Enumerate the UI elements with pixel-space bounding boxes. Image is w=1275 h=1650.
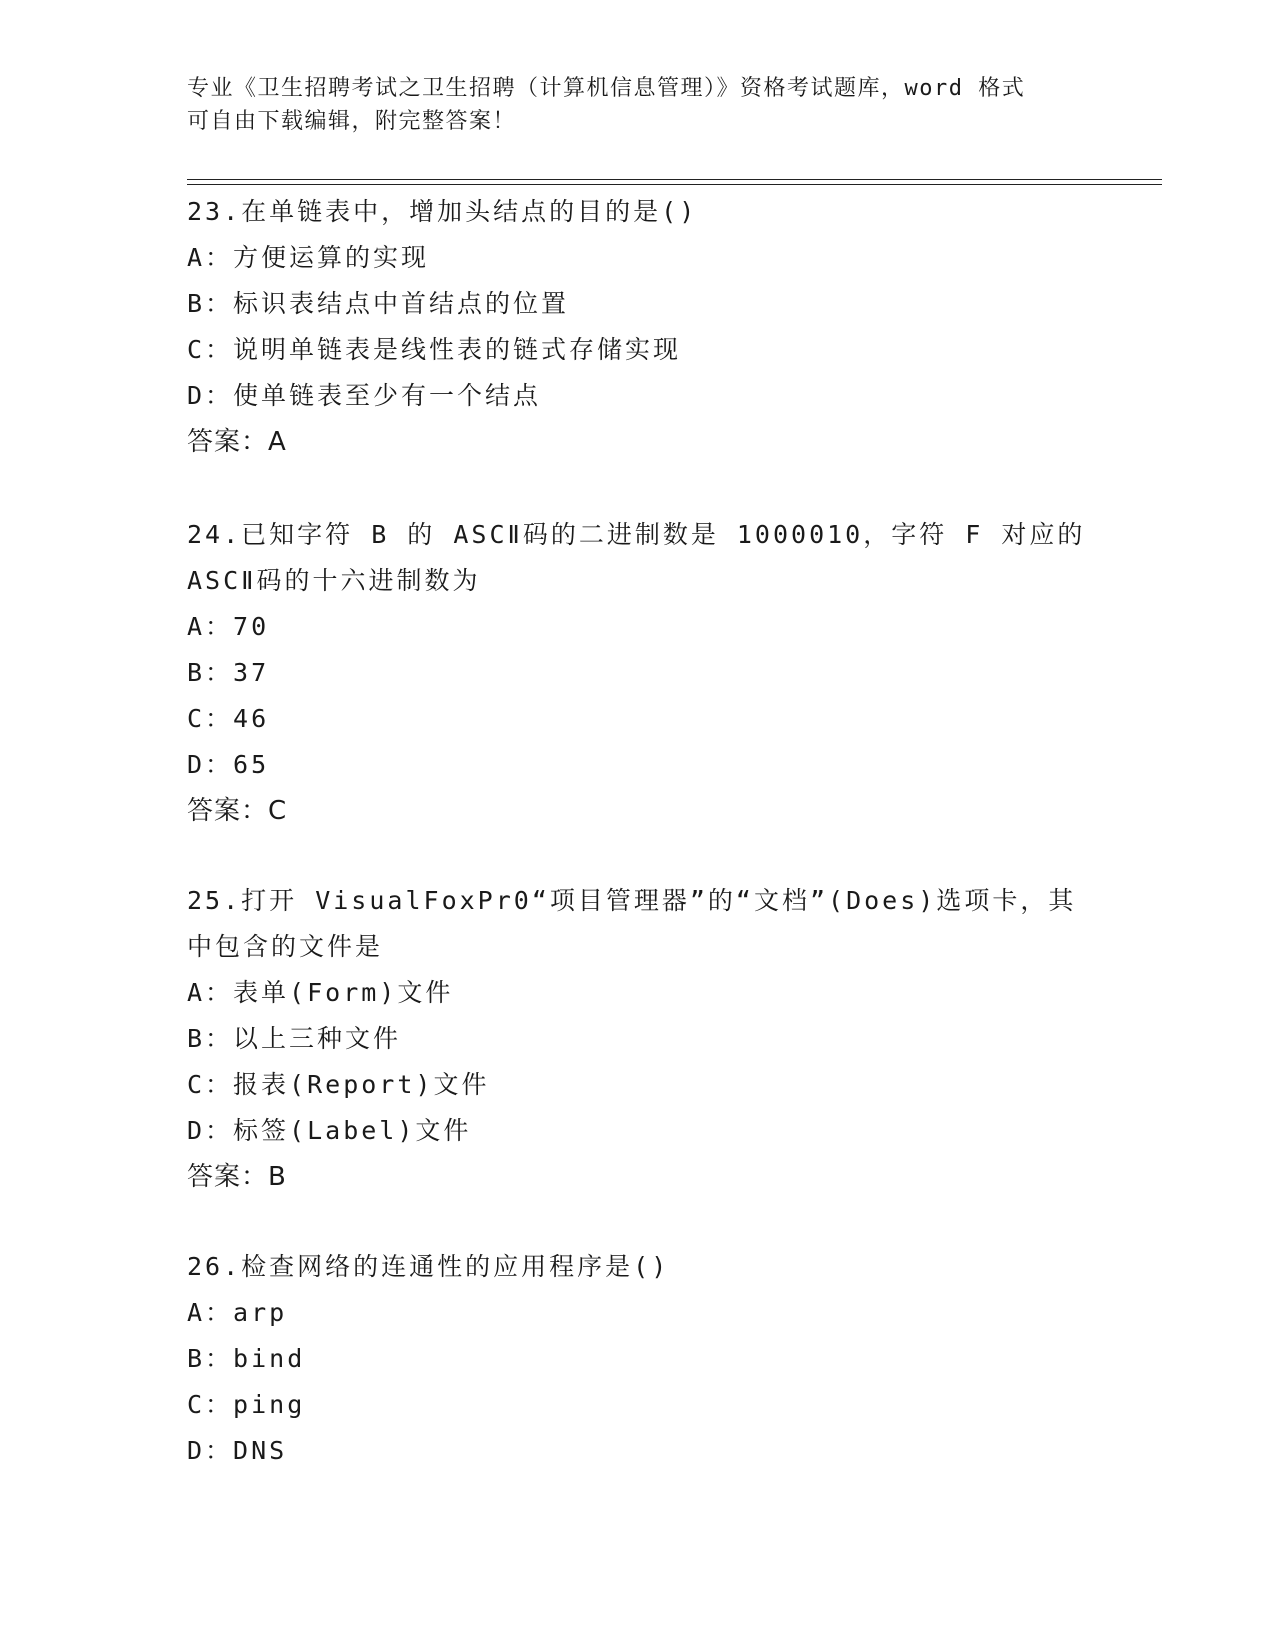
question-stem: 23.在单链表中，增加头结点的目的是()	[187, 197, 698, 226]
option-c: C：46	[187, 704, 270, 733]
option-b: B：bind	[187, 1344, 306, 1373]
option-d: D：DNS	[187, 1436, 288, 1465]
answer: 答案：B	[187, 1162, 287, 1192]
header-divider-top	[187, 179, 1162, 180]
question-25	[187, 878, 1087, 1200]
question-23	[187, 189, 1087, 465]
question-stem: 25.打开 VisualFoxPr0“项目管理器”的“文档”(Does)选项卡，其中包含的文件是	[187, 886, 1077, 961]
answer: 答案：A	[187, 427, 287, 457]
option-a: A：方便运算的实现	[187, 243, 430, 272]
question-stem: 26.检查网络的连通性的应用程序是()	[187, 1252, 670, 1281]
option-c: C：报表(Report)文件	[187, 1070, 490, 1099]
option-c: C：说明单链表是线性表的链式存储实现	[187, 335, 682, 364]
option-b: B：标识表结点中首结点的位置	[187, 289, 570, 318]
option-c: C：ping	[187, 1390, 306, 1419]
option-a: A：表单(Form)文件	[187, 978, 454, 1007]
header-divider-bottom	[187, 184, 1162, 185]
option-d: D：标签(Label)文件	[187, 1116, 472, 1145]
option-a: A：arp	[187, 1298, 288, 1327]
option-b: B：以上三种文件	[187, 1024, 402, 1053]
answer: 答案：C	[187, 796, 288, 826]
question-stem: 24.已知字符 B 的 ASCⅡ码的二进制数是 1000010，字符 F 对应的 ASCⅡ码的十六进制数为	[187, 520, 1086, 595]
question-24	[187, 512, 1087, 834]
header-line-1: 专业《卫生招聘考试之卫生招聘（计算机信息管理）》资格考试题库，word 格式	[187, 76, 1026, 101]
option-d: D：65	[187, 750, 270, 779]
document-header	[187, 72, 1087, 138]
option-a: A：70	[187, 612, 270, 641]
question-26	[187, 1244, 1087, 1474]
header-line-2: 可自由下载编辑，附完整答案！	[187, 109, 517, 134]
option-b: B：37	[187, 658, 270, 687]
option-d: D：使单链表至少有一个结点	[187, 381, 542, 410]
